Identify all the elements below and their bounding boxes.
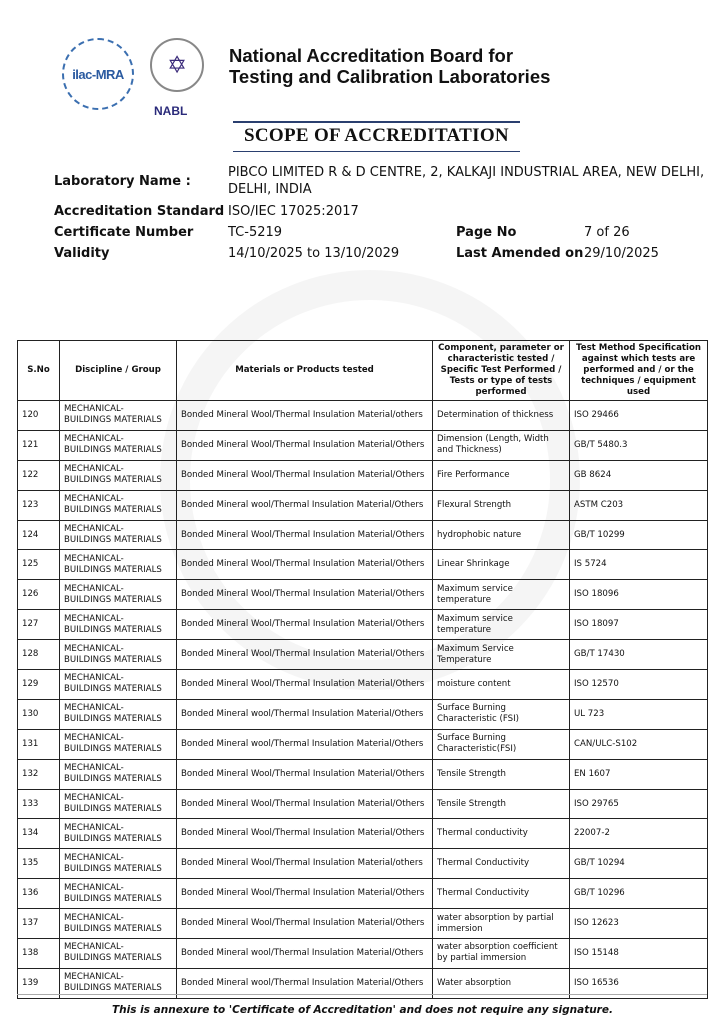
cell-sno: 121 [18,430,60,460]
cell-sno: 124 [18,520,60,550]
organization-name: National Accreditation Board for Testing and Calibration Laboratories [229,45,551,87]
cell-method: ASTM C203 [570,490,708,520]
cell-method: IS 5724 [570,550,708,580]
star-icon: ✡ [150,38,204,92]
document-title: SCOPE OF ACCREDITATION [233,121,520,152]
cell-sno: 129 [18,670,60,700]
footer-note: This is annexure to 'Certificate of Accreditation' and does not require any signature. [112,1004,613,1016]
cell-materials: Bonded Mineral Wool/Thermal Insulation Material/Others [177,550,433,580]
header-discipline: Discipline / Group [60,341,177,401]
table-row [18,849,708,879]
cell-parameter: Water absorption [433,968,570,998]
cell-parameter: Thermal Conductivity [433,879,570,909]
ilac-mra-logo: ilac-MRA [62,38,134,110]
cell-sno: 132 [18,759,60,789]
cell-sno: 135 [18,849,60,879]
cell-parameter: Flexural Strength [433,490,570,520]
cell-parameter: Thermal conductivity [433,819,570,849]
cell-sno: 131 [18,729,60,759]
table-row [18,879,708,909]
cell-method: UL 723 [570,699,708,729]
cell-discipline: MECHANICAL- BUILDINGS MATERIALS [60,699,177,729]
cell-discipline: MECHANICAL- BUILDINGS MATERIALS [60,520,177,550]
table-row [18,401,708,431]
cell-parameter: Determination of thickness [433,401,570,431]
cell-sno: 134 [18,819,60,849]
cell-sno: 128 [18,640,60,670]
page-no-label: Page No [456,225,517,240]
validity-label: Validity [54,246,110,261]
table-row [18,520,708,550]
header-method: Test Method Specification against which tests are performed and / or the techniques / equipment used [570,341,708,401]
cell-sno: 130 [18,699,60,729]
cell-discipline: MECHANICAL- BUILDINGS MATERIALS [60,849,177,879]
cell-materials: Bonded Mineral Wool/Thermal Insulation Material/Others [177,879,433,909]
table-row [18,460,708,490]
cell-parameter: Maximum service temperature [433,610,570,640]
cell-method: GB/T 10299 [570,520,708,550]
cell-method: ISO 12623 [570,909,708,939]
table-row [18,490,708,520]
table-row [18,909,708,939]
validity-value: 14/10/2025 to 13/10/2029 [228,246,400,261]
certificate-value: TC-5219 [228,225,283,240]
cell-method: ISO 29466 [570,401,708,431]
cell-materials: Bonded Mineral Wool/Thermal Insulation Material/Others [177,430,433,460]
cell-sno: 133 [18,789,60,819]
table-row [18,580,708,610]
cell-materials: Bonded Mineral Wool/Thermal Insulation Material/Others [177,460,433,490]
cell-sno: 136 [18,879,60,909]
table-row [18,789,708,819]
cell-discipline: MECHANICAL- BUILDINGS MATERIALS [60,939,177,969]
standard-label: Accreditation Standard [54,204,225,219]
cell-method: ISO 12570 [570,670,708,700]
cell-discipline: MECHANICAL- BUILDINGS MATERIALS [60,909,177,939]
table-row [18,550,708,580]
cell-parameter: water absorption by partial immersion [433,909,570,939]
lab-name-label: Laboratory Name : [54,174,191,189]
cell-parameter: hydrophobic nature [433,520,570,550]
last-amended-value: 29/10/2025 [584,246,659,261]
table-row [18,819,708,849]
cell-materials: Bonded Mineral Wool/Thermal Insulation Material/Others [177,670,433,700]
page-no-value: 7 of 26 [584,225,630,240]
cell-discipline: MECHANICAL- BUILDINGS MATERIALS [60,460,177,490]
header-parameter: Component, parameter or characteristic tested / Specific Test Performed / Tests or type of tests performed [433,341,570,401]
cell-sno: 122 [18,460,60,490]
cell-method: GB/T 10294 [570,849,708,879]
cell-materials: Bonded Mineral Wool/Thermal Insulation Material/Others [177,819,433,849]
cell-discipline: MECHANICAL- BUILDINGS MATERIALS [60,550,177,580]
cell-discipline: MECHANICAL- BUILDINGS MATERIALS [60,401,177,431]
cell-discipline: MECHANICAL- BUILDINGS MATERIALS [60,879,177,909]
cell-method: GB/T 10296 [570,879,708,909]
lab-name-value: PIBCO LIMITED R & D CENTRE, 2, KALKAJI INDUSTRIAL AREA, NEW DELHI, DELHI, INDIA [228,165,705,197]
cell-sno: 125 [18,550,60,580]
cell-parameter: Surface Burning Characteristic(FSI) [433,729,570,759]
cell-materials: Bonded Mineral Wool/Thermal Insulation Material/Others [177,610,433,640]
table-row [18,430,708,460]
cell-discipline: MECHANICAL- BUILDINGS MATERIALS [60,490,177,520]
cell-method: ISO 18096 [570,580,708,610]
cell-method: GB/T 5480.3 [570,430,708,460]
cell-discipline: MECHANICAL- BUILDINGS MATERIALS [60,670,177,700]
table-header-row [18,341,708,401]
cell-materials: Bonded Mineral wool/Thermal Insulation Material/Others [177,968,433,998]
cell-sno: 139 [18,968,60,998]
cell-sno: 120 [18,401,60,431]
cell-materials: Bonded Mineral wool/Thermal Insulation Material/Others [177,939,433,969]
cell-materials: Bonded Mineral Wool/Thermal Insulation Material/others [177,401,433,431]
cell-method: EN 1607 [570,759,708,789]
cell-materials: Bonded Mineral wool/Thermal Insulation Material/Others [177,490,433,520]
cell-discipline: MECHANICAL- BUILDINGS MATERIALS [60,759,177,789]
table-row [18,640,708,670]
cell-discipline: MECHANICAL- BUILDINGS MATERIALS [60,430,177,460]
cell-sno: 127 [18,610,60,640]
cell-method: 22007-2 [570,819,708,849]
cell-discipline: MECHANICAL- BUILDINGS MATERIALS [60,789,177,819]
cell-parameter: Dimension (Length, Width and Thickness) [433,430,570,460]
cell-method: ISO 29765 [570,789,708,819]
cell-parameter: water absorption coefficient by partial immersion [433,939,570,969]
cell-method: ISO 16536 [570,968,708,998]
cell-sno: 126 [18,580,60,610]
cell-method: ISO 18097 [570,610,708,640]
certificate-label: Certificate Number [54,225,194,240]
cell-parameter: Linear Shrinkage [433,550,570,580]
table-row [18,759,708,789]
cell-parameter: moisture content [433,670,570,700]
table-row [18,729,708,759]
table-row [18,670,708,700]
cell-parameter: Maximum Service Temperature [433,640,570,670]
cell-materials: Bonded Mineral Wool/Thermal Insulation Material/Others [177,789,433,819]
cell-materials: Bonded Mineral Wool/Thermal Insulation Material/Others [177,520,433,550]
table-row [18,939,708,969]
cell-method: CAN/ULC-S102 [570,729,708,759]
cell-parameter: Tensile Strength [433,789,570,819]
cell-parameter: Fire Performance [433,460,570,490]
cell-materials: Bonded Mineral Wool/Thermal Insulation Material/Others [177,580,433,610]
cell-materials: Bonded Mineral wool/Thermal Insulation Material/Others [177,729,433,759]
cell-materials: Bonded Mineral Wool/Thermal Insulation Material/Others [177,640,433,670]
footer-divider [17,994,707,995]
cell-materials: Bonded Mineral Wool/Thermal Insulation Material/Others [177,759,433,789]
cell-discipline: MECHANICAL- BUILDINGS MATERIALS [60,729,177,759]
cell-method: GB 8624 [570,460,708,490]
cell-discipline: MECHANICAL- BUILDINGS MATERIALS [60,610,177,640]
cell-sno: 138 [18,939,60,969]
cell-sno: 137 [18,909,60,939]
nabl-logo: ✡ NABL [148,38,206,122]
cell-discipline: MECHANICAL- BUILDINGS MATERIALS [60,580,177,610]
cell-method: ISO 15148 [570,939,708,969]
table-row [18,610,708,640]
cell-materials: Bonded Mineral Wool/Thermal Insulation Material/Others [177,909,433,939]
cell-materials: Bonded Mineral wool/Thermal Insulation Material/Others [177,699,433,729]
table-row [18,699,708,729]
cell-discipline: MECHANICAL- BUILDINGS MATERIALS [60,819,177,849]
last-amended-label: Last Amended on [456,246,584,261]
header-materials: Materials or Products tested [177,341,433,401]
cell-sno: 123 [18,490,60,520]
standard-value: ISO/IEC 17025:2017 [228,204,359,219]
cell-parameter: Surface Burning Characteristic (FSI) [433,699,570,729]
cell-method: GB/T 17430 [570,640,708,670]
cell-parameter: Thermal Conductivity [433,849,570,879]
cell-parameter: Maximum service temperature [433,580,570,610]
cell-materials: Bonded Mineral Wool/Thermal Insulation Material/others [177,849,433,879]
cell-parameter: Tensile Strength [433,759,570,789]
scope-table [17,340,708,999]
header-sno: S.No [18,341,60,401]
cell-discipline: MECHANICAL- BUILDINGS MATERIALS [60,968,177,998]
cell-discipline: MECHANICAL- BUILDINGS MATERIALS [60,640,177,670]
